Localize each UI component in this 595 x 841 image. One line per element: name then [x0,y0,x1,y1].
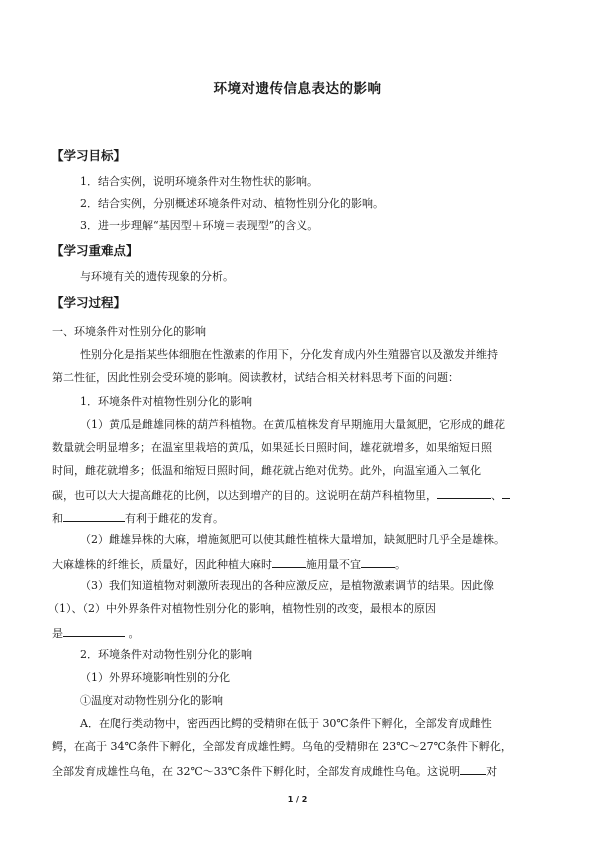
paragraph-line [52,487,510,503]
text-span: 是 [52,627,63,640]
page-number: 1 / 2 [287,795,308,804]
fill-blank[interactable] [361,556,395,568]
text-span: 、 [491,489,502,502]
paragraph-line: 时间，雌花就增多；低温和缩短日照时间，雌花就占绝对优势。此外，向温室通入二氧化 [52,464,481,477]
paragraph-line: 鳄，在高于 34℃条件下孵化，全部发育成雄性鳄。乌龟的受精卵在 23℃～27℃条件下孵化， [52,740,512,753]
paragraph-line: （2）雌雄异株的大麻，增施氮肥可以使其雌性植株大量增加，缺氮肥时几乎全是雄株。 [80,533,505,546]
subsection-heading: （1）外界环境影响性别的分化 [80,671,230,684]
goal-item: 3．进一步理解“基因型＋环境＝表现型”的含义。 [80,219,319,232]
goal-item: 1．结合实例，说明环境条件对生物性状的影响。 [80,175,318,188]
subsection-heading: 1．环境条件对植物性别分化的影响 [80,395,252,408]
text-span: 大麻雄株的纤维长，质量好，因此种植大麻时 [52,558,272,571]
text-span: 全部发育成雄性乌龟，在 32℃～33℃条件下孵化时，全部发育成雌性乌龟。这说明 [52,765,461,778]
paragraph-line [52,556,406,572]
paragraph-line: 数量就会明显增多；在温室里栽培的黄瓜，如果延长日照时间，雄花就增多，如果缩短日照 [52,441,492,454]
text-span: 施用量不宜 [306,558,361,571]
subsection-heading: 2．环境条件对动物性别分化的影响 [80,648,252,661]
text-span: 对 [486,765,498,778]
key-heading: 【学习重难点】 [51,243,139,258]
fill-blank[interactable] [460,763,486,775]
text-span: 碳，也可以大大提高雌花的比例，以达到增产的目的。这说明在葫芦科植物里， [52,489,437,502]
page-title: 环境对遗传信息表达的影响 [213,81,382,97]
paragraph-line [52,763,497,779]
goals-heading: 【学习目标】 [51,148,127,163]
paragraph-line: 性别分化是指某些体细胞在性激素的作用下，分化发育成内外生殖器官以及激发并维持 [80,348,498,361]
text-span: 和 [52,512,63,525]
subsection-heading: ①温度对动物性别分化的影响 [80,694,223,707]
section-heading: 一、环境条件对性别分化的影响 [52,325,206,338]
paragraph-line: （1）、（2）中外界条件对植物性别分化的影响，植物性别的改变，最根本的原因 [48,602,436,615]
paragraph-line [52,625,140,641]
paragraph-line: （3）我们知道植物对刺激所表现出的各种应激反应，是植物激素调节的结果。因此像 [80,579,494,592]
fill-blank[interactable] [502,487,510,499]
paragraph-line: A．在爬行类动物中，密西西比鳄的受精卵在低于 30℃条件下孵化，全部发育成雌性 [80,717,492,730]
text-span: 。 [395,558,406,571]
process-heading: 【学习过程】 [51,295,127,310]
text-span: 。 [128,627,140,640]
paragraph-line: 第二性征，因此性别会受环境的影响。阅读教材，试结合相关材料思考下面的问题： [52,371,459,384]
fill-blank[interactable] [272,556,306,568]
paragraph-line [52,510,224,526]
fill-blank[interactable] [63,510,125,522]
key-text: 与环境有关的遗传现象的分析。 [80,270,234,283]
fill-blank[interactable] [437,487,491,499]
goal-item: 2．结合实例，分别概述环境条件对动、植物性别分化的影响。 [80,197,384,210]
fill-blank[interactable] [63,625,125,637]
paragraph-line: （1）黄瓜是雌雄同株的葫芦科植物。在黄瓜植株发育早期施用大量氮肥，它形成的雌花 [80,418,505,431]
text-span: 有利于雌花的发育。 [125,512,224,525]
